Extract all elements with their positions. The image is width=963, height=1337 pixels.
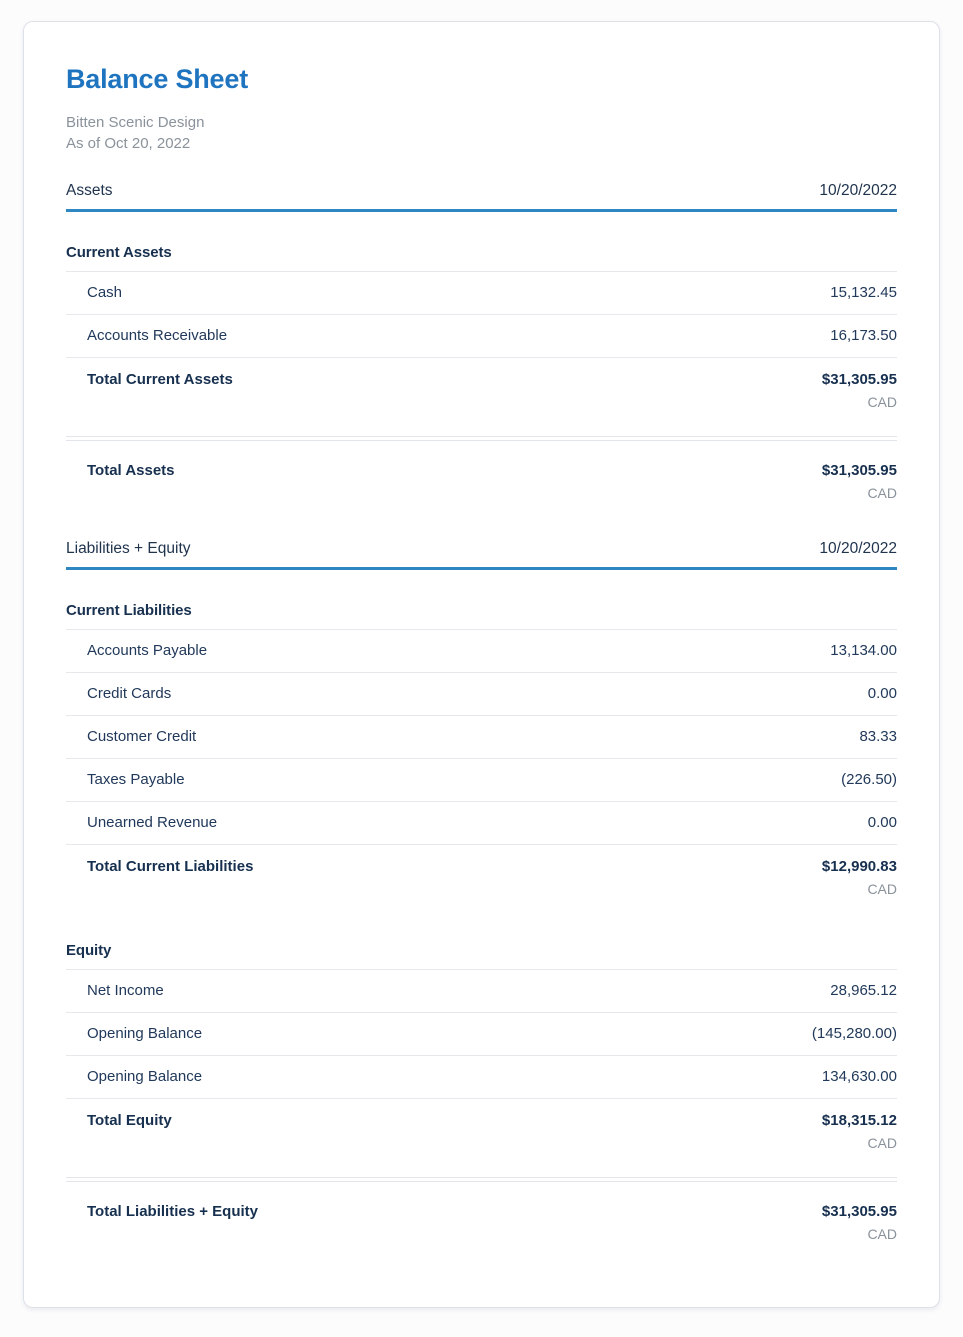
grand-total-value: $31,305.95 — [821, 1203, 897, 1220]
account-row — [66, 802, 897, 845]
group-header: Current Assets — [66, 244, 897, 272]
report-section — [66, 182, 897, 502]
group-total-row — [66, 845, 897, 898]
account-value: 0.00 — [867, 685, 897, 702]
account-label: Taxes Payable — [87, 771, 185, 788]
report-title: Balance Sheet — [66, 64, 248, 94]
account-row — [66, 315, 897, 358]
account-label: Net Income — [87, 982, 164, 999]
account-label: Cash — [87, 284, 123, 301]
as-of-date: As of Oct 20, 2022 — [66, 135, 191, 152]
group-header: Equity — [66, 942, 897, 970]
group-total-label: Total Current Liabilities — [87, 858, 254, 875]
section-head — [66, 182, 897, 212]
group-total-amount — [822, 371, 897, 411]
account-row — [66, 759, 897, 802]
group-total-amount — [822, 858, 897, 898]
account-row — [66, 1056, 897, 1099]
account-group — [66, 942, 897, 1152]
group-total-value: $31,305.95 — [821, 371, 897, 388]
report-section — [66, 540, 897, 1243]
account-row — [66, 970, 897, 1013]
group-rows — [66, 970, 897, 1099]
group-total-currency: CAD — [867, 394, 897, 410]
account-group — [66, 602, 897, 898]
group-header: Current Liabilities — [66, 602, 897, 630]
section-groups — [66, 244, 897, 411]
account-label: Opening Balance — [87, 1068, 203, 1085]
group-total-amount — [822, 1112, 897, 1152]
account-row — [66, 272, 897, 315]
group-total-label: Total Current Assets — [87, 371, 233, 388]
account-label: Accounts Payable — [87, 642, 208, 659]
group-rows — [66, 272, 897, 358]
grand-total-amount — [822, 1203, 897, 1243]
group-total-row — [66, 1099, 897, 1152]
account-value: (145,280.00) — [811, 1025, 897, 1042]
account-label: Credit Cards — [87, 685, 172, 702]
section-groups — [66, 602, 897, 1152]
account-row — [66, 630, 897, 673]
grand-total-label: Total Assets — [87, 462, 175, 479]
sections — [66, 182, 897, 1243]
account-label: Opening Balance — [87, 1025, 203, 1042]
account-value: 0.00 — [867, 814, 897, 831]
account-row — [66, 1013, 897, 1056]
section-date: 10/20/2022 — [819, 540, 897, 557]
account-value: 15,132.45 — [830, 284, 897, 301]
group-total-value: $18,315.12 — [821, 1112, 897, 1129]
account-row — [66, 716, 897, 759]
account-value: 13,134.00 — [830, 642, 897, 659]
report-card — [23, 21, 940, 1308]
grand-total-label: Total Liabilities + Equity — [87, 1203, 258, 1220]
grand-total-value: $31,305.95 — [821, 462, 897, 479]
account-row — [66, 673, 897, 716]
company-name: Bitten Scenic Design — [66, 114, 205, 131]
account-value: 134,630.00 — [821, 1068, 897, 1085]
section-name: Assets — [66, 182, 113, 199]
grand-total-row — [66, 441, 897, 502]
report-subtitle — [66, 112, 897, 154]
account-value: 28,965.12 — [830, 982, 897, 999]
group-total-label: Total Equity — [87, 1112, 172, 1129]
grand-total-currency: CAD — [867, 1226, 897, 1242]
section-date: 10/20/2022 — [819, 182, 897, 199]
account-value: 83.33 — [859, 728, 897, 745]
group-total-row — [66, 358, 897, 411]
account-value: 16,173.50 — [830, 327, 897, 344]
account-label: Customer Credit — [87, 728, 197, 745]
account-label: Unearned Revenue — [87, 814, 218, 831]
grand-total-amount — [822, 462, 897, 502]
section-head — [66, 540, 897, 570]
group-total-currency: CAD — [867, 1135, 897, 1151]
group-total-currency: CAD — [867, 881, 897, 897]
section-name: Liabilities + Equity — [66, 540, 191, 557]
group-total-value: $12,990.83 — [821, 858, 897, 875]
account-label: Accounts Receivable — [87, 327, 228, 344]
group-rows — [66, 630, 897, 845]
account-group — [66, 244, 897, 411]
account-value: (226.50) — [841, 771, 897, 788]
grand-total-row — [66, 1182, 897, 1243]
grand-total-currency: CAD — [867, 485, 897, 501]
